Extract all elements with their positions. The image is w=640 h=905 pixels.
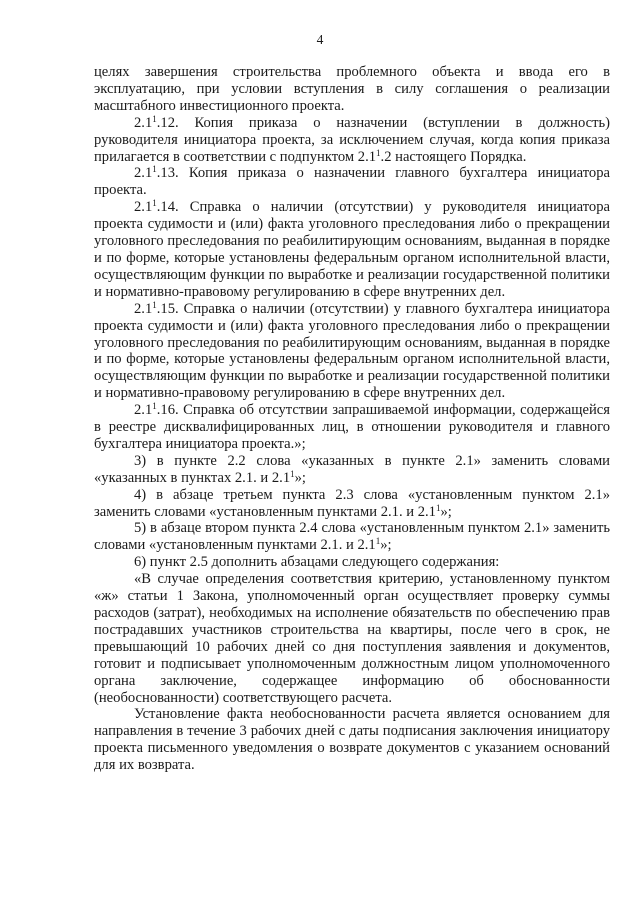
page-number: 4 xyxy=(316,32,324,47)
paragraph-text: Установление факта необоснованности расчета является основанием для направления в течение 3 рабочих дней с даты подписания заключения инициатору проекта письменного уведомления о возврате документов с указанием оснований для их возврата. xyxy=(94,706,610,774)
paragraph-p2 xyxy=(94,165,610,199)
paragraph-text: целях завершения строительства проблемного объекта и ввода его в эксплуатацию, при условии вступления в силу соглашения о реализации масштабного инвестиционного проекта. xyxy=(94,64,610,114)
paragraph-p11 xyxy=(94,706,610,774)
paragraph-text: .16. Справка об отсутствии запрашиваемой информации, содержащейся в реестре дисквалифицированных лиц, в отношении руководителя и главного бухгалтера инициатора проекта.»; xyxy=(94,402,610,452)
document-body xyxy=(94,64,610,774)
paragraph-p7 xyxy=(94,487,610,521)
paragraph-text: 5) в абзаце втором пункта 2.4 слова «установленным пунктом 2.1» заменить словами «установленным пунктами 2.1. и 2.1 xyxy=(94,520,610,554)
paragraph-p0 xyxy=(94,64,610,115)
paragraph-text: .13. Копия приказа о назначении главного бухгалтера инициатора проекта. xyxy=(94,165,610,199)
paragraph-p6 xyxy=(94,453,610,487)
paragraph-p8 xyxy=(94,520,610,554)
superscript-mark: 1 xyxy=(152,113,157,124)
paragraph-text: 2.1 xyxy=(134,114,153,131)
paragraph-text: 2.1 xyxy=(134,199,153,216)
paragraph-text: »; xyxy=(440,503,452,520)
paragraph-text: 2.1 xyxy=(134,165,153,182)
paragraph-p9 xyxy=(94,554,610,571)
superscript-mark: 1 xyxy=(375,536,381,547)
paragraph-text: 2.1 xyxy=(134,300,153,317)
paragraph-text: »; xyxy=(294,469,306,486)
paragraph-text: .12. Копия приказа о назначении (вступлении в должность) руководителя инициатора проекта, за исключением случая, когда копия приказа прилагается в соответствии с подпунктом 2.1 xyxy=(94,114,610,165)
superscript-mark: 1 xyxy=(152,401,157,412)
paragraph-text: .15. Справка о наличии (отсутствии) у главного бухгалтера инициатора проекта судимости и (или) факта уголовного преследования либо о прекращении уголовного преследования по реабилитирующим основаниям, выданная в порядке и по форме, которые установлены федеральным органом исполнительной власти, осуществляющим функции по выработке и реализации государственной политики и нормативно-правовому регулированию в сфере внутренних дел. xyxy=(94,300,610,402)
paragraph-p1 xyxy=(94,115,610,166)
paragraph-text: 2.1 xyxy=(134,402,153,419)
superscript-mark: 1 xyxy=(435,502,441,513)
paragraph-p5 xyxy=(94,402,610,453)
paragraph-p4 xyxy=(94,301,610,402)
paragraph-text: «В случае определения соответствия критерию, установленному пунктом «ж» статьи 1 Закона, уполномоченный орган осуществляет проверку суммы расходов (затрат), необходимых на исполнение обязательств по обеспечению прав пострадавших участников строительства на квартиры, после чего в срок, не превышающий 10 рабочих дней со дня поступления заявления и документов, готовит и подписывает уполномоченным должностным лицом уполномоченного органа заключение, содержащее информацию об обоснованности (необоснованности) соответствующего расчета. xyxy=(94,571,610,706)
paragraph-p10 xyxy=(94,571,610,706)
superscript-mark: 1 xyxy=(152,299,157,310)
paragraph-text: .14. Справка о наличии (отсутствии) у руководителя инициатора проекта судимости и (или) факта уголовного преследования либо о прекращении уголовного преследования по реабилитирующим основаниям, выданная в порядке и по форме, которые установлены федеральным органом исполнительной власти, осуществляющим функции по выработке и реализации государственной политики и нормативно-правовому регулированию в сфере внутренних дел. xyxy=(94,199,610,300)
superscript-mark: 1 xyxy=(290,468,295,479)
superscript-mark: 1 xyxy=(376,147,381,158)
superscript-mark: 1 xyxy=(152,164,157,175)
paragraph-text: »; xyxy=(380,537,392,554)
superscript-mark: 1 xyxy=(152,198,157,209)
paragraph-text: 3) в пункте 2.2 слова «указанных в пункте 2.1» заменить словами «указанных в пунктах 2.1. и 2.1 xyxy=(94,452,610,486)
paragraph-p3 xyxy=(94,199,610,300)
paragraph-text: 4) в абзаце третьем пункта 2.3 слова «установленным пунктом 2.1» заменить словами «установленным пунктами 2.1. и 2.1 xyxy=(94,486,610,520)
paragraph-text: 6) пункт 2.5 дополнить абзацами следующего содержания: xyxy=(134,554,500,571)
paragraph-text: .2 настоящего Порядка. xyxy=(380,148,527,165)
